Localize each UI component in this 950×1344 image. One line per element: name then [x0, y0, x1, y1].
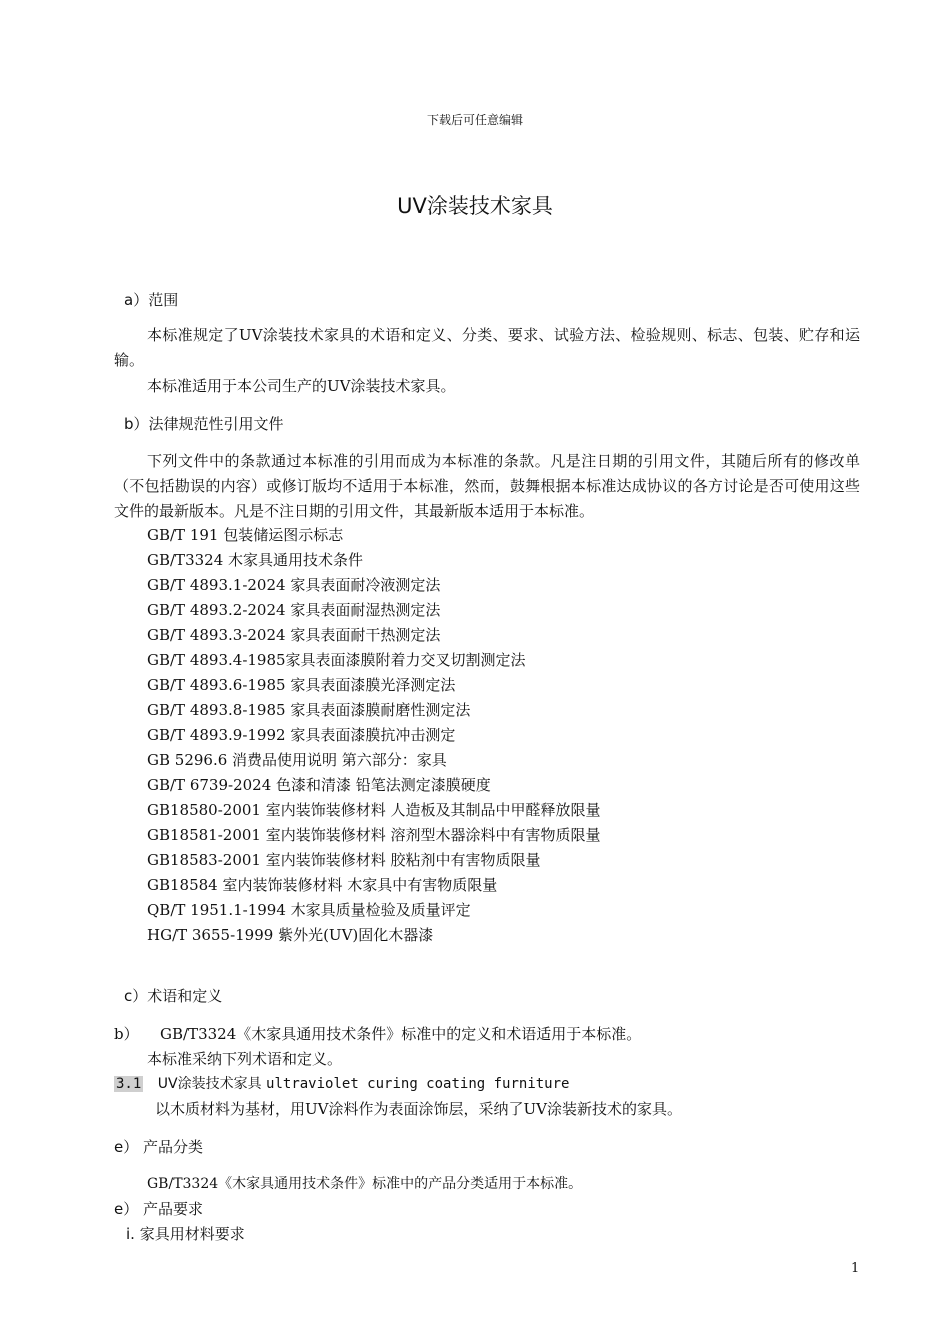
reference-item: GB18584 室内装饰装修材料 木家具中有害物质限量	[147, 876, 498, 894]
section-c-heading: c）术语和定义	[124, 987, 223, 1005]
section-e-classification-paragraph: GB/T3324《木家具通用技术条件》标准中的产品分类适用于本标准。	[147, 1176, 583, 1192]
reference-item: GB/T 4893.4-1985家具表面漆膜附着力交叉切割测定法	[147, 651, 526, 669]
reference-item: GB/T 4893.6-1985 家具表面漆膜光泽测定法	[147, 676, 456, 694]
reference-item: GB18581-2001 室内装饰装修材料 溶剂型木器涂料中有害物质限量	[147, 826, 601, 844]
reference-item: GB/T 4893.8-1985 家具表面漆膜耐磨性测定法	[147, 701, 471, 719]
term-english: ultraviolet curing coating furniture	[266, 1076, 570, 1092]
section-e-classification-heading: e） 产品分类	[114, 1138, 203, 1156]
section-c-paragraph-2: 本标准采纳下列术语和定义。	[147, 1050, 343, 1068]
term-number: 3.1	[116, 1076, 142, 1092]
reference-item: GB 5296.6 消费品使用说明 第六部分：家具	[147, 751, 447, 769]
reference-item: GB/T 4893.2-2024 家具表面耐湿热测定法	[147, 601, 441, 619]
reference-item: QB/T 1951.1-1994 木家具质量检验及质量评定	[147, 901, 471, 919]
reference-item: HG/T 3655-1999 紫外光(UV)固化木器漆	[147, 926, 434, 944]
subsection-material-requirements: i. 家具用材料要求	[126, 1225, 245, 1243]
section-a-paragraph-2: 本标准适用于本公司生产的UV涂装技术家具。	[147, 377, 456, 395]
reference-item: GB/T3324 木家具通用技术条件	[147, 551, 364, 569]
section-b-heading: b）法律规范性引用文件	[124, 415, 284, 433]
reference-item: GB/T 191 包装储运图示标志	[147, 526, 344, 544]
section-e-requirements-heading: e） 产品要求	[114, 1200, 203, 1218]
term-entry	[114, 1073, 569, 1093]
term-chinese: UV涂装技术家具	[157, 1076, 262, 1092]
header-note: 下载后可任意编辑	[426, 113, 523, 127]
reference-item: GB/T 4893.3-2024 家具表面耐干热测定法	[147, 626, 441, 644]
reference-item: GB18580-2001 室内装饰装修材料 人造板及其制品中甲醛释放限量	[147, 801, 601, 819]
page-number: 1	[851, 1261, 860, 1276]
list-marker-b: b）	[114, 1025, 139, 1043]
reference-item: GB/T 4893.1-2024 家具表面耐冷液测定法	[147, 576, 441, 594]
reference-item: GB/T 6739-2024 色漆和清漆 铅笔法测定漆膜硬度	[147, 776, 491, 794]
section-a-heading: a）范围	[124, 291, 179, 309]
reference-item: GB18583-2001 室内装饰装修材料 胶粘剂中有害物质限量	[147, 851, 541, 869]
reference-item: GB/T 4893.9-1992 家具表面漆膜抗冲击测定	[147, 726, 456, 744]
document-title: UV涂装技术家具	[397, 194, 553, 218]
term-definition: 以木质材料为基材，用UV涂料作为表面涂饰层，采纳了UV涂装新技术的家具。	[155, 1100, 682, 1118]
section-c-definitions-note: GB/T3324《木家具通用技术条件》标准中的定义和术语适用于本标准。	[160, 1025, 642, 1043]
section-a-paragraph-1: 本标准规定了UV涂装技术家具的术语和定义、分类、要求、试验方法、检验规则、标志、包装、贮存和运输。	[114, 326, 860, 369]
section-b-paragraph-1: 下列文件中的条款通过本标准的引用而成为本标准的条款。凡是注日期的引用文件，其随后所有的修改单（不包括勘误的内容）或修订版均不适用于本标准，然而，鼓舞根据本标准达成协议的各方讨论是否可使用这些文件的最新版本。凡是不注日期的引用文件，其最新版本适用于本标准。	[114, 452, 860, 520]
